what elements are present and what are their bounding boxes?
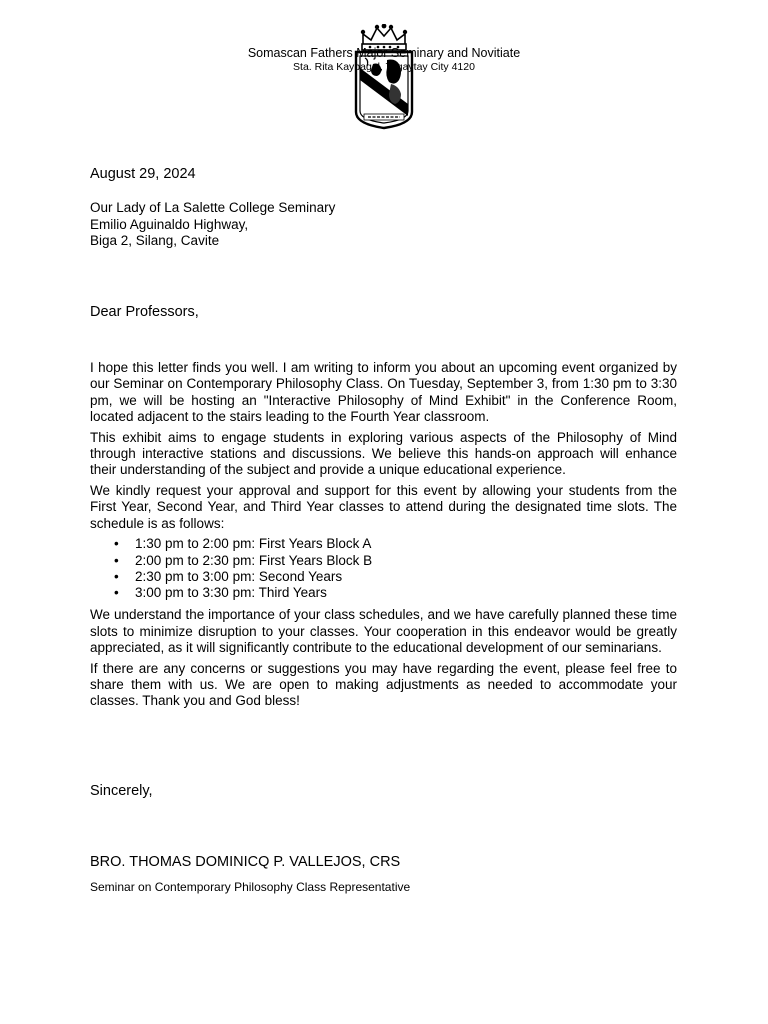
body-paragraph: If there are any concerns or suggestions you may have regarding the event, please feel free to share them with us. We are open to making adjustments as needed to accommodate your classes. Thank you and God bless!: [90, 660, 677, 709]
body-paragraph: This exhibit aims to engage students in exploring various aspects of the Philosophy of Mind through interactive stations and discussions. We believe this hands-on approach will enhance their understanding of the subject and provide a unique educational experience.: [90, 429, 677, 478]
bullet-icon: •: [114, 585, 119, 601]
signer-name: BRO. THOMAS DOMINICQ P. VALLEJOS, CRS: [90, 854, 401, 870]
letter-date: August 29, 2024: [90, 166, 196, 182]
crest-seal-icon: [351, 24, 417, 132]
letterhead: [0, 0, 768, 140]
bullet-icon: •: [114, 536, 119, 552]
schedule-item: [114, 585, 677, 601]
signer-title: Seminar on Contemporary Philosophy Class Representative: [90, 880, 411, 894]
recipient-line: Biga 2, Silang, Cavite: [90, 233, 220, 248]
schedule-item-text: 2:00 pm to 2:30 pm: First Years Block B: [135, 552, 373, 568]
body-paragraph: I hope this letter finds you well. I am writing to inform you about an upcoming event organized by our Seminar on Contemporary Philosophy Class. On Tuesday, September 3, from 1:30 pm to 3:30 pm, we will be hosting an "Interactive Philosophy of Mind Exhibit" in the Conference Room, located adjacent to the stairs leading to the Fourth Year classroom.: [90, 360, 677, 424]
schedule-item-text: 2:30 pm to 3:00 pm: Second Years: [135, 568, 343, 584]
org-address: Sta. Rita Kaybagal, Tagaytay City 4120: [293, 61, 475, 73]
body-paragraph: We understand the importance of your class schedules, and we have carefully planned these time slots to minimize disruption to your classes. Your cooperation in this endeavor would be greatly appreciated, as it will significantly contribute to the educational development of our seminarians.: [90, 607, 677, 655]
schedule-list: [90, 536, 677, 601]
recipient-line: Our Lady of La Salette College Seminary: [90, 200, 336, 215]
org-name: Somascan Fathers Major Seminary and Novitiate: [247, 46, 521, 60]
bullet-icon: •: [114, 568, 119, 584]
closing: Sincerely,: [90, 783, 153, 799]
schedule-item-text: 3:00 pm to 3:30 pm: Third Years: [135, 585, 327, 601]
body-paragraph: We kindly request your approval and support for this event by allowing your students from the First Year, Second Year, and Third Year classes to attend during the designated time slots. The schedule is as follows:: [90, 483, 677, 531]
bullet-icon: •: [114, 552, 119, 568]
schedule-item: [114, 536, 677, 552]
recipient-line: Emilio Aguinaldo Highway,: [90, 216, 249, 232]
salutation: Dear Professors,: [90, 304, 199, 320]
schedule-item: [114, 568, 677, 585]
schedule-item-text: 1:30 pm to 2:00 pm: First Years Block A: [135, 536, 372, 552]
schedule-item: [114, 552, 677, 569]
letter-body: [90, 360, 677, 714]
recipient-address: [90, 200, 335, 250]
